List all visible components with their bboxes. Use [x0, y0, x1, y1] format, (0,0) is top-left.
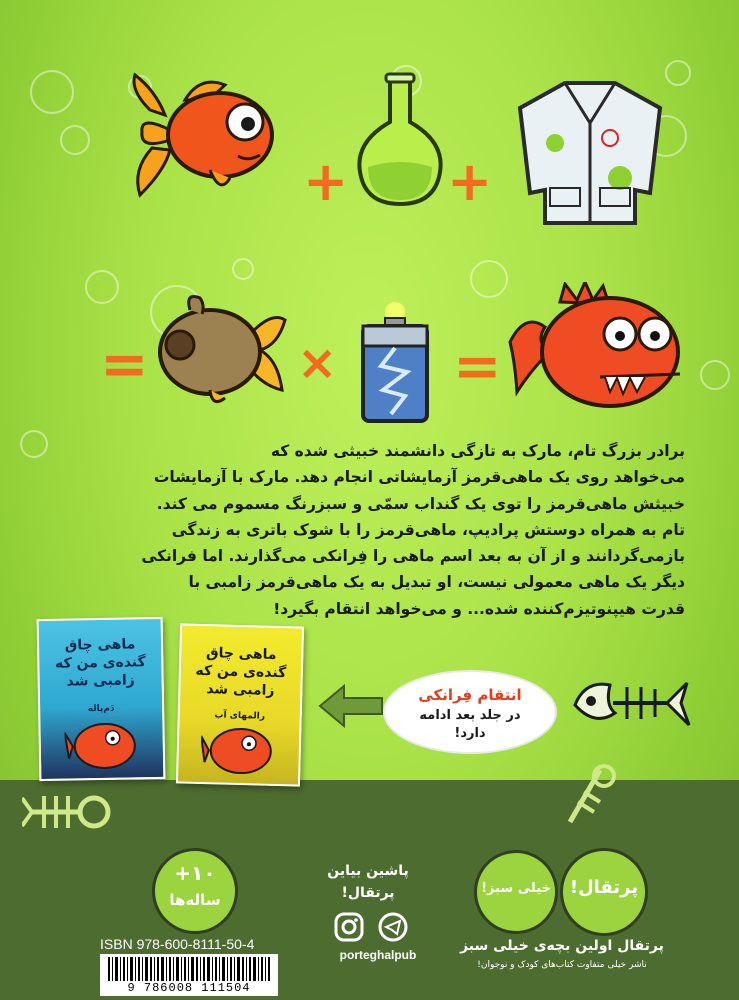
equals-sign: =	[100, 330, 149, 398]
kheili-sabz-logo	[474, 850, 558, 934]
description-line: تام به همراه دوستش پرادیپ، ماهی‌قرمز را با شوک باتری به زندگی	[171, 520, 685, 539]
description-line: خبیثش ماهی‌قرمز را توی یک گنداب سمّی و سبزرنگ مسموم می کند.	[156, 494, 685, 513]
book-title: ماهی چاق گنده‌ی من که زامبی شد	[54, 636, 146, 690]
book-cover-volume-one	[37, 617, 166, 781]
lab-coat-illustration	[510, 78, 670, 228]
barcode-bars-icon	[108, 957, 270, 981]
age-label: ساله‌ها	[169, 891, 221, 909]
dead-fish-illustration	[150, 290, 290, 410]
description-line: می‌خواهد روی یک ماهی‌قرمز آزمایشاتی انجام دهد. مارک با آزمایشات	[153, 468, 685, 487]
publisher-slogan	[318, 860, 418, 904]
next-volume-speech-bubble	[383, 670, 557, 754]
bubble-decoration	[85, 270, 119, 304]
instagram-icon[interactable]	[334, 912, 364, 942]
publisher-subtitle: ناشر خیلی متفاوت کتاب‌های کودک و نوجوان!	[477, 960, 647, 970]
age-number: +۱۰	[174, 861, 216, 885]
description-line: بازمی‌گردانند و از آن به بعد اسم ماهی را فِرانکی می‌گذارند. اما فرانکی	[141, 547, 685, 566]
telegram-icon[interactable]	[378, 912, 408, 942]
bubble-decoration	[60, 125, 90, 155]
fish-skeleton-icon	[555, 665, 695, 745]
age-rating-badge	[152, 848, 238, 934]
plus-sign: +	[303, 150, 349, 213]
equals-sign: =	[453, 332, 502, 400]
porteghal-logo	[560, 848, 648, 936]
goldfish-illustration	[130, 70, 290, 205]
fish-skeleton-icon	[22, 782, 112, 842]
zombie-fish-icon	[200, 722, 277, 776]
bubble-decoration	[700, 360, 730, 390]
arrow-left-icon	[318, 684, 384, 728]
book-cover-volume-two	[176, 623, 304, 786]
slogan-line: پرتقال!	[341, 885, 395, 901]
isbn-label: ISBN 978-600-8111-50-4	[100, 936, 255, 952]
battery-illustration	[355, 300, 435, 425]
description-line: دیگر یک ماهی معمولی نیست، او تبدیل به یک ماهی‌قرمز زامبی با	[188, 573, 685, 592]
book-subtitle: رالمهای آب	[214, 710, 266, 722]
social-handle[interactable]: porteghalpub	[339, 948, 417, 962]
plus-sign: +	[447, 150, 493, 213]
porteghal-logo-text: پرتقال!	[569, 877, 639, 898]
fish-skeleton-icon	[560, 762, 620, 832]
description-line: قدرت هیپنوتیزم‌کننده شده... و می‌خواهد انتقام بگیرد!	[273, 599, 685, 618]
bubble-decoration	[232, 258, 254, 280]
book-description	[60, 438, 685, 622]
barcode-number: 9 786008 111504	[127, 981, 251, 995]
zombie-fish-illustration	[505, 282, 685, 422]
book-title: ماهی چاق گنده‌ی من که زامبی شد	[195, 645, 287, 699]
speech-line: دارد!	[454, 726, 486, 741]
speech-title: انتقام فِرانکی	[418, 686, 522, 704]
kheili-sabz-logo-text: خیلی سبز!	[481, 881, 551, 896]
slogan-line: پاشین بیاین	[327, 863, 409, 879]
bubble-decoration	[30, 70, 74, 114]
publisher-title: پرتقال اولین بچه‌ی خیلی سبز	[460, 938, 664, 954]
times-sign: ×	[297, 335, 338, 391]
book-subtitle: دَم‌پاله	[87, 703, 115, 715]
description-line: برادر بزرگ تام، مارک به تازگی دانشمند خبیثی شده که	[270, 442, 685, 460]
bubble-decoration	[470, 260, 508, 298]
barcode	[100, 954, 278, 996]
bubble-decoration	[20, 430, 48, 458]
zombie-fish-icon	[64, 717, 141, 770]
flask-illustration	[350, 72, 450, 212]
speech-line: در جلد بعد ادامه	[419, 708, 521, 723]
